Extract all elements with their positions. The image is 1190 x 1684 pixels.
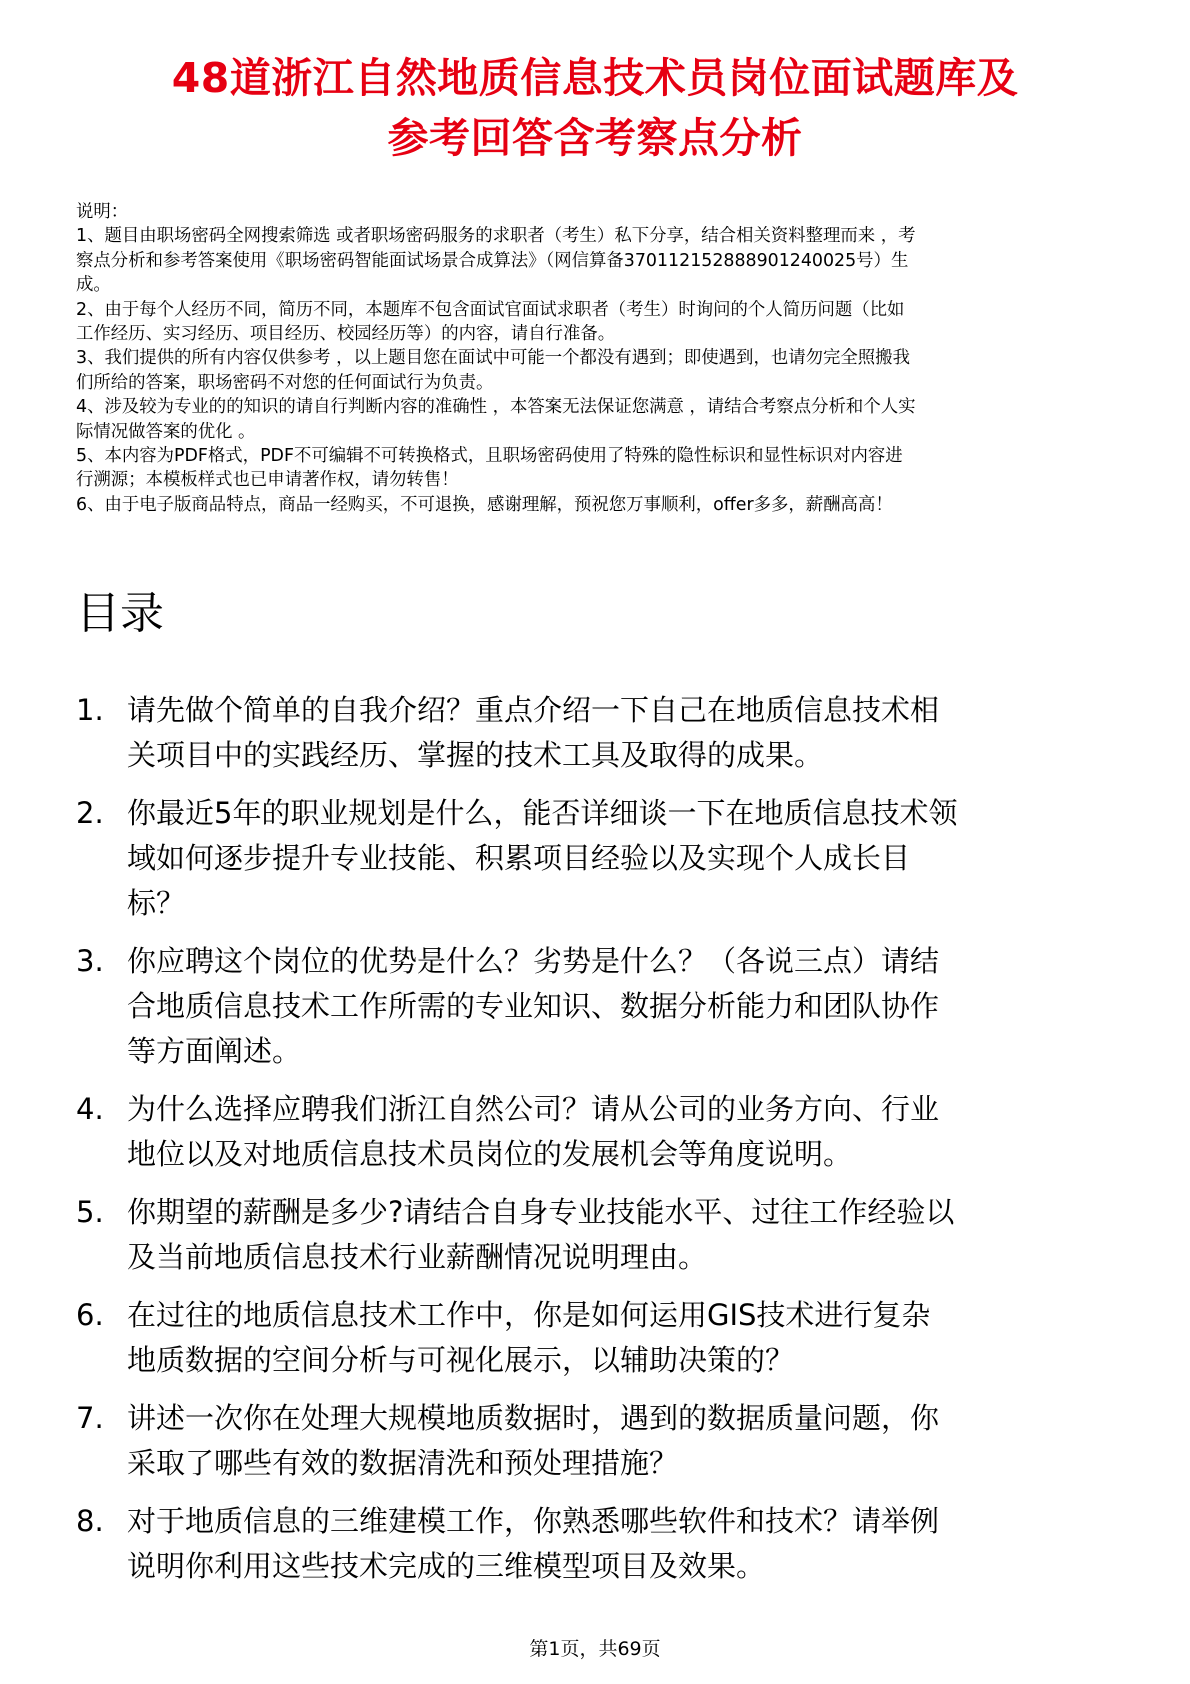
toc-item-number: 1. (76, 693, 104, 727)
toc-item-number: 4. (76, 1092, 104, 1126)
document-title-line-2: 参考回答含考察点分析 (387, 114, 803, 162)
toc-list (76, 688, 1126, 1602)
toc-item-5[interactable] (76, 1190, 1126, 1280)
toc-item-text-line: 你期望的薪酬是多少?请结合自身专业技能水平、过往工作经验以 (127, 1195, 955, 1229)
notes-heading: 说明： (76, 202, 129, 222)
toc-item-text-line: 及当前地质信息技术行业薪酬情况说明理由。 (127, 1240, 708, 1274)
notes-line: 1、题目由职场密码全网搜索筛选 或者职场密码服务的求职者（考生）私下分享，结合相关资料整理而来 ，考 (76, 226, 916, 247)
toc-item-text-line: 关项目中的实践经历、掌握的技术工具及取得的成果。 (127, 738, 824, 772)
notes-section (76, 200, 1116, 517)
toc-item-text-line: 说明你利用这些技术完成的三维模型项目及效果。 (127, 1549, 766, 1583)
document-title-line-1: 48道浙江自然地质信息技术员岗位面试题库及 (171, 54, 1019, 102)
toc-item-text-line: 在过往的地质信息技术工作中，你是如何运用GIS技术进行复杂 (127, 1298, 931, 1332)
toc-item-text-line: 域如何逐步提升专业技能、积累项目经验以及实现个人成长目 (127, 841, 911, 875)
toc-item-text-line: 你最近5年的职业规划是什么，能否详细谈一下在地质信息技术领 (127, 796, 958, 830)
toc-item-text-line: 你应聘这个岗位的优势是什么？劣势是什么？（各说三点）请结 (127, 944, 940, 978)
toc-item-8[interactable] (76, 1499, 1126, 1589)
notes-line: 成。 (76, 275, 111, 296)
notes-line: 4、涉及较为专业的的知识的请自行判断内容的准确性 ，本答案无法保证您满意 ，请结合考察点分析和个人实 (76, 397, 916, 418)
toc-item-6[interactable] (76, 1293, 1126, 1383)
toc-item-text-line: 为什么选择应聘我们浙江自然公司？请从公司的业务方向、行业 (127, 1092, 940, 1126)
notes-line: 察点分析和参考答案使用《职场密码智能面试场景合成算法》（网信算备370112152888901240025号）生 (76, 250, 909, 271)
toc-item-text-line: 对于地质信息的三维建模工作，你熟悉哪些软件和技术？请举例 (127, 1504, 940, 1538)
toc-item-text-line: 请先做个简单的自我介绍？重点介绍一下自己在地质信息技术相 (127, 693, 940, 727)
toc-item-text-line: 地位以及对地质信息技术员岗位的发展机会等角度说明。 (127, 1137, 853, 1171)
toc-item-text-line: 等方面阐述。 (127, 1034, 302, 1068)
notes-line: 2、由于每个人经历不同，简历不同，本题库不包含面试官面试求职者（考生）时询问的个人简历问题（比如 (76, 299, 905, 320)
toc-heading: 目录 (76, 588, 164, 639)
notes-line: 6、由于电子版商品特点，商品一经购买，不可退换，感谢理解，预祝您万事顺利，offer多多，薪酬高高！ (76, 494, 893, 515)
notes-line: 际情况做答案的优化 。 (76, 421, 256, 442)
document-title (60, 48, 1130, 168)
notes-line: 行溯源；本模板样式也已申请著作权，请勿转售！ (76, 470, 459, 491)
notes-line: 们所给的答案，职场密码不对您的任何面试行为负责。 (76, 372, 494, 393)
toc-item-number: 3. (76, 944, 104, 978)
toc-item-text-line: 合地质信息技术工作所需的专业知识、数据分析能力和团队协作 (127, 989, 940, 1023)
toc-item-text-line: 讲述一次你在处理大规模地质数据时，遇到的数据质量问题，你 (127, 1401, 940, 1435)
toc-item-text-line: 标？ (127, 886, 186, 920)
toc-item-number: 5. (76, 1195, 104, 1229)
page-footer: 第1页，共69页 (529, 1638, 661, 1660)
toc-item-number: 6. (76, 1298, 104, 1332)
toc-item-1[interactable] (76, 688, 1126, 778)
notes-line: 工作经历、实习经历、项目经历、校园经历等）的内容，请自行准备。 (76, 324, 616, 345)
toc-item-text-line: 采取了哪些有效的数据清洗和预处理措施？ (127, 1446, 679, 1480)
toc-item-number: 7. (76, 1401, 104, 1435)
toc-item-4[interactable] (76, 1087, 1126, 1177)
toc-item-2[interactable] (76, 791, 1126, 926)
toc-item-7[interactable] (76, 1396, 1126, 1486)
notes-line: 3、我们提供的所有内容仅供参考 ，以上题目您在面试中可能一个都没有遇到；即使遇到，也请勿完全照搬我 (76, 348, 910, 369)
toc-item-number: 2. (76, 796, 104, 830)
toc-item-text-line: 地质数据的空间分析与可视化展示，以辅助决策的？ (127, 1343, 795, 1377)
notes-line: 5、本内容为PDF格式，PDF不可编辑不可转换格式，且职场密码使用了特殊的隐性标识和显性标识对内容进 (76, 446, 903, 467)
toc-item-3[interactable] (76, 939, 1126, 1074)
toc-item-number: 8. (76, 1504, 104, 1538)
